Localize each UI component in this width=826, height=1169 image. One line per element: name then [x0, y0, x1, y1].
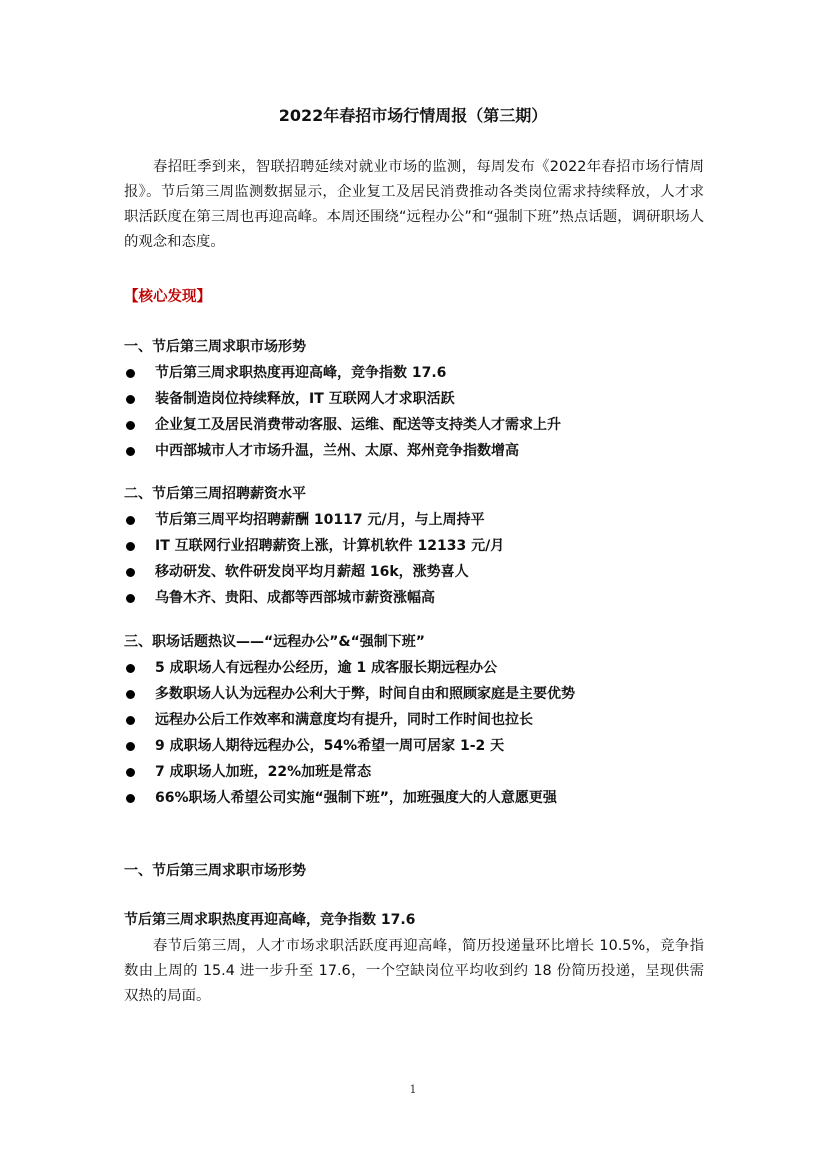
section-heading: 三、职场话题热议——“远程办公”&“强制下班” [124, 634, 426, 650]
findings-section-salary [124, 484, 704, 614]
bullet-item [124, 415, 704, 441]
bullet-text: 企业复工及居民消费带动客服、运维、配送等支持类人才需求上升 [155, 417, 561, 433]
section-heading: 一、节后第三周求职市场形势 [124, 339, 306, 355]
bullet-item [124, 710, 704, 736]
bullet-item [124, 363, 704, 389]
document-title: 2022年春招市场行情周报（第三期） [278, 106, 548, 125]
bullet-item [124, 658, 704, 684]
bullet-item [124, 536, 704, 562]
intro-paragraph: 春招旺季到来，智联招聘延续对就业市场的监测，每周发布《2022年春招市场行情周报》。节后第三周监测数据显示，企业复工及居民消费推动各类岗位需求持续释放，人才求职活跃度在第三周也再迎高峰。本周还围绕“远程办公”和“强制下班”热点话题，调研职场人的观念和态度。 [124, 159, 704, 250]
findings-section-market [124, 337, 704, 467]
bullet-text: 5 成职场人有远程办公经历，逾 1 成客服长期远程办公 [155, 660, 498, 676]
bullet-item [124, 684, 704, 710]
bullet-icon [126, 664, 135, 673]
bullet-icon [126, 594, 135, 603]
bullet-text: 9 成职场人期待远程办公，54%希望一周可居家 1-2 天 [155, 738, 505, 754]
bullet-item [124, 736, 704, 762]
bullet-icon [126, 794, 135, 803]
body-subheading: 节后第三周求职热度再迎高峰，竞争指数 17.6 [124, 912, 416, 928]
bullet-icon [126, 568, 135, 577]
bullet-icon [126, 369, 135, 378]
bullet-item [124, 389, 704, 415]
bullet-text: 装备制造岗位持续释放，IT 互联网人才求职活跃 [155, 391, 455, 407]
bullet-text: 66%职场人希望公司实施“强制下班”，加班强度大的人意愿更强 [155, 790, 557, 806]
bullet-item [124, 588, 704, 614]
bullet-item [124, 562, 704, 588]
bullet-text: 乌鲁木齐、贵阳、成都等西部城市薪资涨幅高 [155, 590, 435, 606]
bullet-icon [126, 447, 135, 456]
bullet-icon [126, 542, 135, 551]
body-paragraph: 春节后第三周，人才市场求职活跃度再迎高峰，简历投递量环比增长 10.5%，竞争指数由上周的 15.4 进一步升至 17.6，一个空缺岗位平均收到约 18 份简历投递，呈现供需双热的局面。 [124, 938, 704, 1004]
bullet-text: 节后第三周求职热度再迎高峰，竞争指数 17.6 [155, 365, 447, 381]
bullet-text: 多数职场人认为远程办公利大于弊，时间自由和照顾家庭是主要优势 [155, 686, 575, 702]
bullet-text: 中西部城市人才市场升温，兰州、太原、郑州竞争指数增高 [155, 443, 519, 459]
bullet-text: 远程办公后工作效率和满意度均有提升，同时工作时间也拉长 [155, 712, 533, 728]
bullet-item [124, 788, 704, 814]
bullet-icon [126, 421, 135, 430]
bullet-item [124, 510, 704, 536]
bullet-icon [126, 690, 135, 699]
page-number: 1 [409, 1083, 417, 1096]
bullet-icon [126, 516, 135, 525]
bullet-icon [126, 742, 135, 751]
core-findings-label: 【核心发现】 [124, 289, 211, 305]
bullet-text: IT 互联网行业招聘薪资上涨，计算机软件 12133 元/月 [155, 538, 505, 554]
bullet-text: 7 成职场人加班，22%加班是常态 [155, 764, 372, 780]
section-heading: 二、节后第三周招聘薪资水平 [124, 486, 306, 502]
bullet-item [124, 441, 704, 467]
body-section-heading: 一、节后第三周求职市场形势 [124, 863, 306, 879]
bullet-item [124, 762, 704, 788]
bullet-icon [126, 395, 135, 404]
findings-section-workplace-topics [124, 632, 704, 814]
bullet-icon [126, 716, 135, 725]
bullet-icon [126, 768, 135, 777]
bullet-text: 移动研发、软件研发岗平均月薪超 16k，涨势喜人 [155, 564, 469, 580]
bullet-text: 节后第三周平均招聘薪酬 10117 元/月，与上周持平 [155, 512, 485, 528]
